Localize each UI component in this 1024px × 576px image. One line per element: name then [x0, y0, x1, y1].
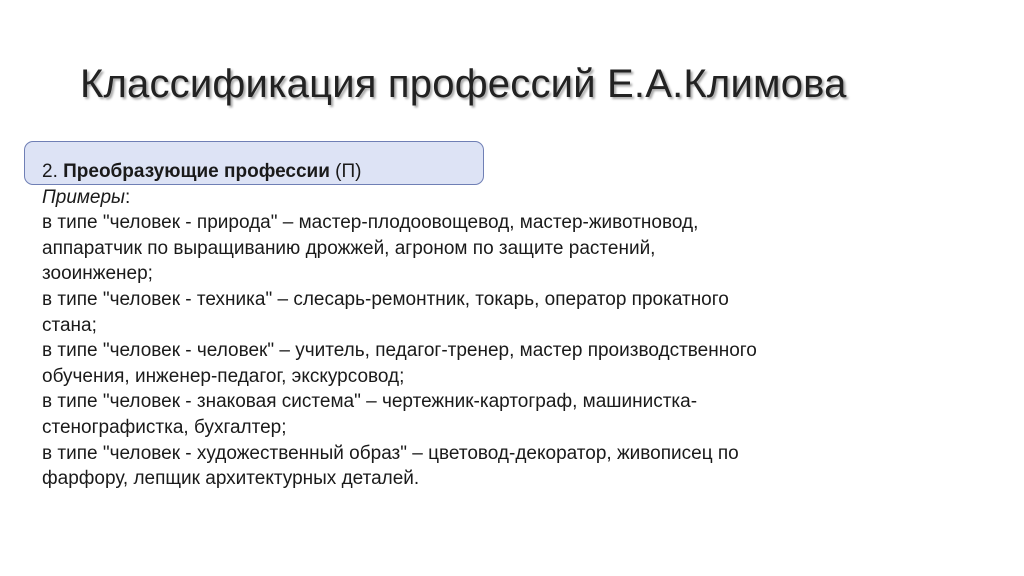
body-line: в типе "человек - человек" – учитель, педагог-тренер, мастер производственного — [42, 340, 757, 362]
body-line: стана; — [42, 314, 97, 336]
body-line: аппаратчик по выращиванию дрожжей, агроном по защите растений, — [42, 237, 656, 259]
body-line: стенографистка, бухгалтер; — [42, 416, 287, 438]
examples-heading — [42, 185, 942, 211]
section-name: Преобразующие профессии — [63, 161, 330, 182]
body-line: в типе "человек - природа" – мастер-плодоовощевод, мастер-животновод, — [42, 212, 699, 234]
examples-label: Примеры — [42, 186, 126, 208]
slide-title: Классификация профессий Е.А.Климова — [80, 62, 847, 106]
body-line: в типе "человек - техника" – слесарь-ремонтник, токарь, оператор прокатного — [42, 288, 729, 310]
section-number: 2. — [42, 161, 64, 182]
slide-body — [42, 159, 942, 492]
body-line: в типе "человек - художественный образ" – цветовод-декоратор, живописец по — [42, 442, 739, 464]
body-line: обучения, инженер-педагог, экскурсовод; — [42, 365, 405, 387]
body-line: в типе "человек - знаковая система" – чертежник-картограф, машинистка- — [42, 391, 698, 413]
examples-colon: : — [125, 186, 131, 208]
section-heading — [42, 159, 942, 185]
body-line: зооинженер; — [42, 263, 153, 285]
body-line: фарфору, лепщик архитектурных деталей. — [42, 468, 420, 490]
section-code: (П) — [329, 161, 362, 182]
